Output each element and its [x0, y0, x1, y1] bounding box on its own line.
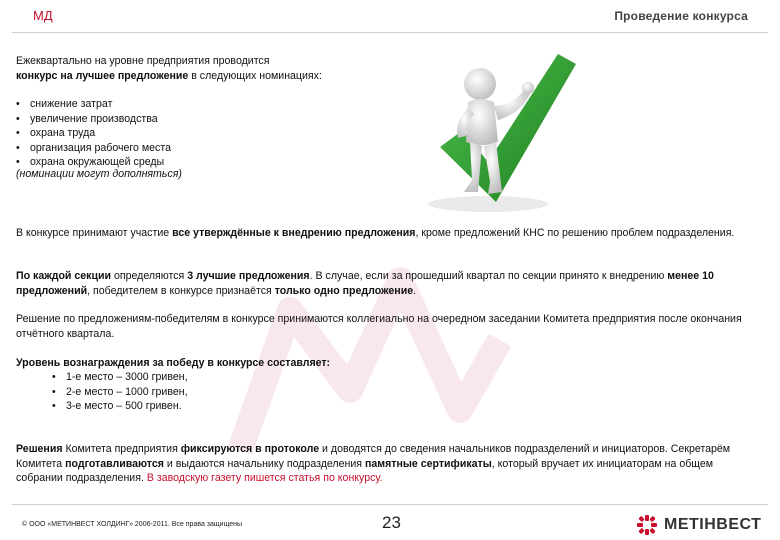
- bold-span: памятные сертификаты: [364, 457, 492, 470]
- decision-paragraph: Решение по предложениям-победителям в конкурсе принимаются коллегиально на очередном заседании Комитета предприятия после окончания отчётного квартала.: [16, 313, 742, 340]
- text-span: . В случае, если за прошедший квартал по секции принято к внедрению: [309, 270, 668, 282]
- list-item: • 3-е место – 500 гривен.: [52, 399, 188, 414]
- intro-bold: конкурс на лучшее предложение: [16, 69, 189, 82]
- man-with-checkmark-icon: [418, 42, 578, 214]
- text-span: Комитета предприятия: [62, 443, 181, 455]
- reward-title: Уровень вознаграждения за победу в конкурсе составляет:: [16, 357, 331, 369]
- list-item: • увеличение производства: [16, 112, 346, 127]
- text-span: В конкурсе принимают участие: [16, 227, 173, 239]
- nominations-note: (номинации могут дополняться): [16, 168, 182, 180]
- logo-text: МЕТІНВЕСТ: [664, 516, 762, 533]
- page-number: 23: [382, 513, 401, 532]
- list-item: • охрана окружающей среды: [16, 155, 346, 170]
- header-section-label: МД: [33, 8, 53, 23]
- list-item: • 2-е место – 1000 гривен,: [52, 385, 188, 400]
- bold-span: Решения: [16, 443, 63, 455]
- text-span: , победителем в конкурсе признаётся: [87, 284, 275, 297]
- bold-span: 3 лучшие предложения: [187, 270, 310, 282]
- reward-list: [52, 370, 188, 414]
- newspaper-note: В заводскую газету пишется статья по конкурсу.: [146, 472, 383, 484]
- text-span: и доводятся до сведения начальников подразделений и инициаторов. Секретарём Комитета: [16, 443, 731, 470]
- header-divider: [12, 32, 768, 33]
- intro-rest: в следующих номинациях:: [188, 69, 322, 82]
- participation-paragraph: [16, 226, 756, 241]
- list-item: • 1-е место – 3000 гривен,: [52, 370, 188, 385]
- intro-line-2: [16, 69, 376, 84]
- bold-span: все утверждённые к внедрению предложения: [172, 227, 416, 239]
- intro-line-1: Ежеквартально на уровне предприятия проводится: [16, 55, 270, 67]
- bold-span: По каждой секции: [16, 270, 112, 282]
- text-span: , кроме предложений КНС по решению проблем подразделения.: [415, 227, 735, 239]
- footer-divider: [12, 504, 768, 505]
- bold-span: фиксируются в протоколе: [180, 443, 320, 455]
- list-item: • организация рабочего места: [16, 141, 346, 156]
- list-item: • охрана труда: [16, 126, 346, 141]
- text-span: определяются: [111, 270, 188, 282]
- nominations-list: [16, 97, 346, 170]
- company-logo: [636, 514, 761, 536]
- text-span: и выдаются начальнику подразделения: [163, 457, 365, 470]
- intro-paragraph: [16, 54, 376, 83]
- text-span: .: [413, 284, 417, 297]
- copyright-text: © ООО «МЕТИНВЕСТ ХОЛДИНГ» 2006-2011. Все права защищены: [22, 521, 243, 528]
- metinvest-logo-icon: [636, 514, 658, 536]
- list-item: • снижение затрат: [16, 97, 346, 112]
- text-span: , который вручает их инициаторам на общем собрании подразделения.: [16, 457, 714, 484]
- bold-span: только одно предложение: [274, 284, 414, 297]
- certificates-paragraph: [16, 442, 761, 486]
- winners-paragraph: [16, 269, 756, 298]
- bold-span: подготавливаются: [65, 457, 164, 470]
- page-title: Проведение конкурса: [614, 9, 748, 23]
- bold-span: менее 10 предложений: [16, 270, 714, 297]
